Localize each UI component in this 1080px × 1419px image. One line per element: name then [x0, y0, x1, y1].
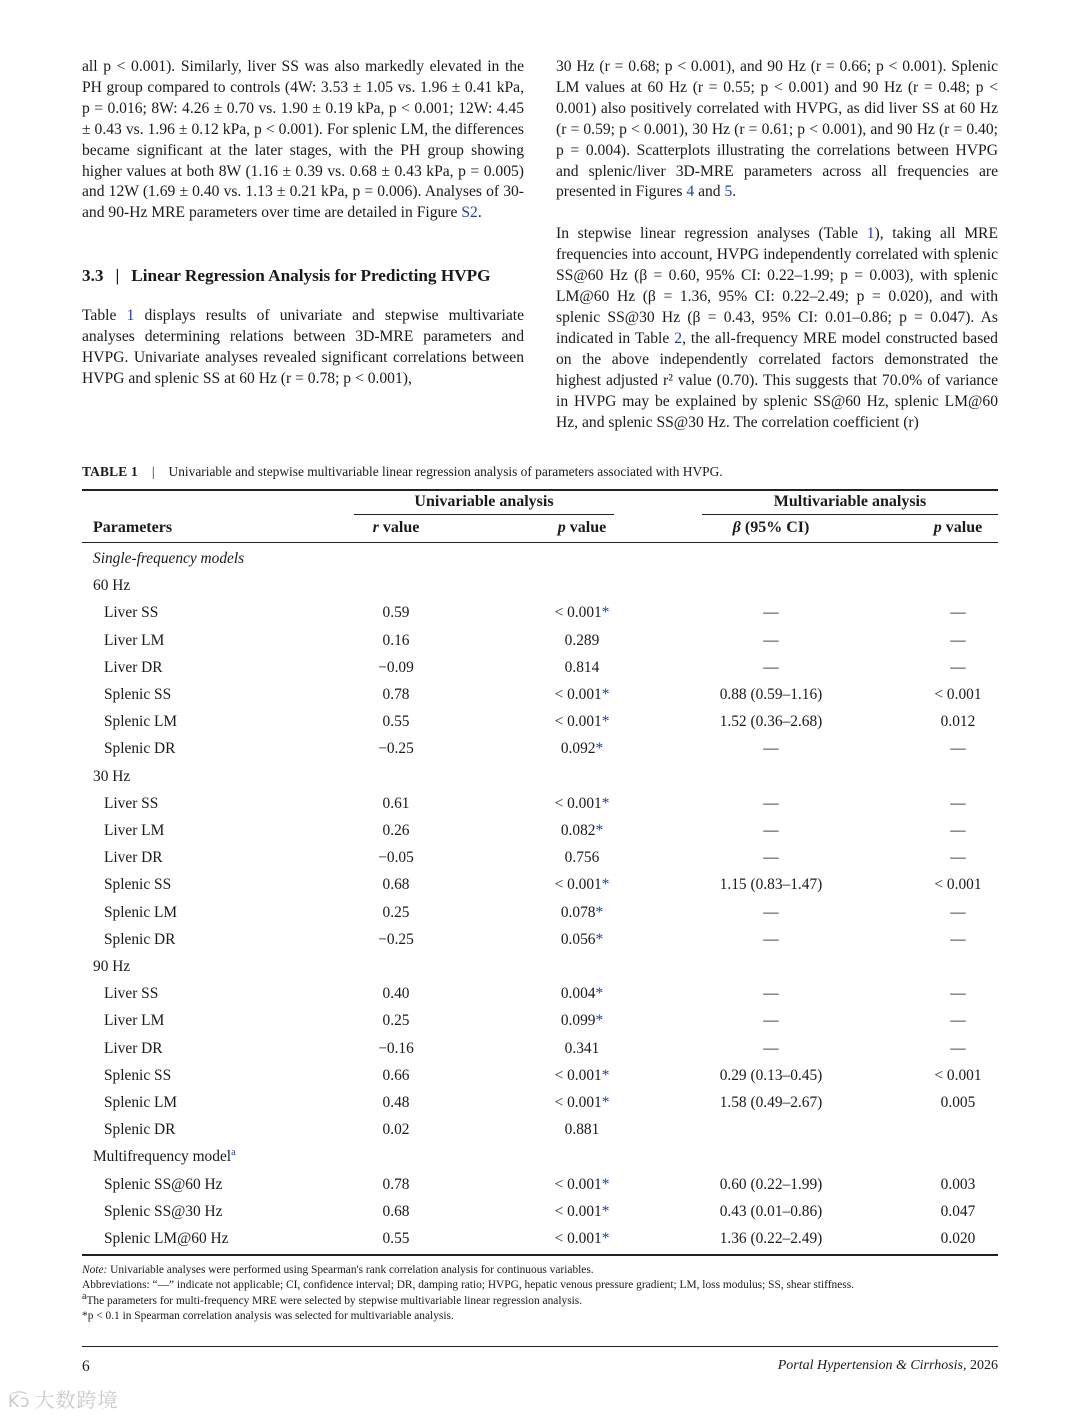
- table-row: [82, 1035, 998, 1062]
- table-row: [82, 844, 998, 871]
- univariable-header: Univariable analysis: [414, 493, 554, 510]
- significance-star[interactable]: *: [595, 930, 604, 948]
- table-row: [82, 980, 998, 1007]
- table-row: [82, 735, 998, 762]
- table-link[interactable]: 2: [674, 329, 683, 347]
- significance-star[interactable]: *: [601, 1202, 610, 1220]
- multivariable-header: Multivariable analysis: [773, 493, 927, 510]
- row-group-label: 60 Hz: [93, 577, 131, 595]
- cell-r-value: 0.02: [382, 1121, 410, 1139]
- cell-p-value: < 0.001*: [554, 1175, 610, 1193]
- row-parameter: Splenic DR: [104, 740, 176, 758]
- row-parameter: Splenic LM: [104, 1094, 178, 1111]
- cell-p-value: < 0.001*: [554, 604, 610, 622]
- row-parameter: Splenic SS: [104, 686, 172, 703]
- cell-p-value-multi: —: [950, 985, 966, 1003]
- table-row: [82, 654, 998, 681]
- cell-beta: —: [763, 1012, 779, 1030]
- table-row: [82, 681, 998, 708]
- cell-p-value: 0.092*: [560, 740, 604, 758]
- cell-p-value: 0.289: [564, 631, 600, 649]
- cell-beta: —: [763, 985, 779, 1003]
- cell-p-value: < 0.001*: [554, 713, 610, 731]
- cell-beta: —: [763, 658, 779, 676]
- abbreviations-line: Abbreviations: “—” indicate not applicable; CI, confidence interval; DR, damping ratio; HVPG, hepatic venous pressure gradient; LM, loss modulus; SS, shear stiffness.: [82, 1279, 854, 1292]
- cell-r-value: −0.25: [378, 740, 414, 758]
- cell-beta: 0.60 (0.22–1.99): [719, 1175, 823, 1193]
- row-parameter: Liver LM: [104, 1012, 165, 1030]
- cell-p-value-multi: < 0.001: [934, 686, 982, 703]
- cell-p-value: < 0.001*: [554, 1202, 610, 1220]
- row-parameter: Liver DR: [104, 658, 163, 676]
- cell-beta: 1.58 (0.49–2.67): [719, 1094, 823, 1111]
- cell-p-value-multi: —: [950, 604, 966, 622]
- paragraph: all p < 0.001). Similarly, liver SS was also markedly elevated in the PH group compared to controls (4W: 3.53 ± 1.05 vs. 1.96 ± 0.41 kPa, p = 0.016; 8W: 4.26 ± 0.70 vs. 1.90 ± 0.19 kPa, p < 0.001; 12W: 4.45 ± 0.43 vs. 1.96 ± 0.12 kPa, p < 0.001). For splenic LM, the differences became significant at the later stages, with the PH group showing higher values at both 8W (1.16 ± 0.39 vs. 0.68 ± 0.43 kPa, p = 0.005) and 12W (1.69 ± 0.40 vs. 1.13 ± 0.21 kPa, p = 0.006). Analyses of 30- and 90-Hz MRE parameters over time are detailed in Figure S2.: [82, 58, 524, 222]
- cell-r-value: 0.26: [382, 822, 410, 839]
- cell-p-value-multi: —: [950, 903, 966, 921]
- row-parameter: Liver LM: [104, 631, 165, 649]
- table-row: [82, 708, 998, 735]
- table-notes: [82, 1263, 1002, 1324]
- cell-p-value-multi: —: [950, 658, 966, 676]
- cell-p-value: 0.056*: [560, 930, 604, 948]
- table-row: [82, 572, 998, 599]
- note-line: Note: Univariable analyses were performed using Spearman's rank correlation analysis for continuous variables.: [82, 1264, 594, 1276]
- cell-beta: 1.52 (0.36–2.68): [719, 713, 823, 731]
- cell-p-value-multi: —: [950, 1039, 966, 1057]
- cell-p-value-multi: 0.047: [940, 1202, 976, 1220]
- table-row: [82, 1171, 998, 1198]
- row-parameter: Liver DR: [104, 849, 163, 867]
- section-separator: |: [115, 266, 120, 286]
- row-group-label: Single-frequency models: [93, 550, 245, 567]
- table-title: Univariable and stepwise multivariable linear regression analysis of parameters associated with HVPG.: [168, 464, 723, 479]
- cell-p-value-multi: —: [950, 631, 966, 649]
- cell-p-value: 0.881: [564, 1121, 600, 1139]
- cell-p-value-multi: 0.005: [940, 1094, 976, 1111]
- row-parameter: Splenic SS: [104, 1066, 172, 1084]
- cell-r-value: 0.40: [382, 985, 410, 1003]
- table-row: [82, 1143, 998, 1170]
- table-row: [82, 599, 998, 626]
- cell-r-value: 0.25: [382, 903, 410, 921]
- significance-star[interactable]: *: [595, 985, 604, 1003]
- table-caption: TABLE 1 | Univariable and stepwise multivariable linear regression analysis of parameters associated with HVPG.: [82, 464, 723, 479]
- cell-r-value: 0.25: [382, 1012, 410, 1030]
- row-parameter: Splenic DR: [104, 930, 176, 948]
- row-parameter: Liver LM: [104, 822, 165, 839]
- row-parameter: Liver SS: [104, 985, 159, 1003]
- cell-beta: —: [763, 822, 779, 839]
- table-link[interactable]: 1: [126, 307, 135, 325]
- results-table: [82, 489, 998, 1257]
- table-row: [82, 1225, 998, 1252]
- significance-star[interactable]: *: [595, 903, 604, 921]
- col-parameters: Parameters: [93, 519, 173, 536]
- cell-beta: —: [763, 794, 779, 812]
- table-row: [82, 763, 998, 790]
- col-beta: β (95% CI): [732, 519, 810, 536]
- significance-star[interactable]: *: [601, 876, 610, 894]
- cell-p-value-multi: 0.012: [940, 713, 976, 731]
- row-parameter: Splenic SS: [104, 876, 172, 894]
- significance-star[interactable]: *: [601, 1175, 610, 1193]
- significance-star[interactable]: *: [601, 713, 610, 731]
- significance-star[interactable]: *: [601, 1230, 610, 1247]
- row-parameter: Splenic LM: [104, 903, 178, 921]
- cell-p-value: < 0.001*: [554, 1066, 610, 1084]
- cell-p-value-multi: < 0.001: [934, 1066, 982, 1084]
- cell-r-value: −0.05: [378, 849, 414, 867]
- cell-r-value: 0.48: [382, 1094, 410, 1111]
- left-column: [82, 57, 524, 390]
- cell-r-value: 0.61: [382, 794, 410, 812]
- significance-star[interactable]: *: [595, 1012, 604, 1030]
- footer-rule: [82, 1346, 998, 1347]
- table-bottom-rule: [82, 1254, 998, 1256]
- footnote-marker[interactable]: a: [231, 1147, 236, 1159]
- table-row: [82, 627, 998, 654]
- right-column: [556, 57, 998, 433]
- cell-r-value: 0.55: [382, 1230, 410, 1247]
- cell-p-value-multi: —: [950, 930, 966, 948]
- table-row: [82, 545, 998, 572]
- table-row: [82, 926, 998, 953]
- cell-p-value: < 0.001*: [554, 794, 610, 812]
- significance-star[interactable]: *: [601, 1066, 610, 1084]
- cell-r-value: 0.68: [382, 876, 410, 894]
- cell-p-value: 0.082*: [560, 822, 604, 839]
- cell-p-value: 0.078*: [560, 903, 604, 921]
- section-number: 3.3: [82, 266, 104, 286]
- significance-star[interactable]: *: [601, 1094, 610, 1111]
- significance-star[interactable]: *: [601, 604, 610, 622]
- cell-p-value-multi: 0.003: [940, 1175, 976, 1193]
- table-header-rule: [82, 542, 998, 543]
- cell-r-value: 0.16: [382, 631, 410, 649]
- cell-beta: —: [763, 740, 779, 758]
- univariable-underline: [354, 514, 614, 515]
- col-p-value: p value: [557, 519, 607, 536]
- row-parameter: Liver DR: [104, 1039, 163, 1057]
- table-row: [82, 1007, 998, 1034]
- table-row: [82, 1116, 998, 1143]
- watermark-logo-icon: K͡ɔ: [8, 1392, 31, 1412]
- multivariable-underline: [702, 514, 998, 515]
- cell-beta: 1.36 (0.22–2.49): [719, 1230, 823, 1247]
- row-group-label: Multifrequency model$^a$: [93, 1147, 236, 1166]
- cell-p-value: 0.814: [564, 658, 600, 676]
- table-link[interactable]: 1: [866, 225, 875, 243]
- table-row: [82, 1062, 998, 1089]
- row-parameter: Splenic SS@30 Hz: [104, 1202, 223, 1220]
- table-row: [82, 899, 998, 926]
- table-row: [82, 1198, 998, 1225]
- row-parameter: Splenic LM: [104, 713, 178, 731]
- table-row: [82, 953, 998, 980]
- row-group-label: 30 Hz: [93, 767, 131, 785]
- cell-p-value-multi: < 0.001: [934, 876, 982, 894]
- watermark: K͡ɔ 大数跨境: [8, 1388, 119, 1412]
- figure-link[interactable]: 4: [686, 183, 695, 201]
- section-title: Linear Regression Analysis for Predicting HVPG: [131, 266, 491, 286]
- cell-p-value: 0.004*: [560, 985, 604, 1003]
- table-label: TABLE 1: [82, 464, 138, 479]
- table-row: [82, 817, 998, 844]
- table-row: [82, 1089, 998, 1116]
- col-r-value: r value: [372, 519, 420, 536]
- paragraph: 30 Hz (r = 0.68; p < 0.001), and 90 Hz (r = 0.66; p < 0.001). Splenic LM values at 60 Hz (r = 0.55; p < 0.001) and 90 Hz (r = 0.48; p < 0.001) also positively correlated with HVPG, as did liver SS at 60 Hz (r = 0.59; p < 0.001), 30 Hz (r = 0.61; p < 0.001), and 90 Hz (r = 0.40; p = 0.004). Scatterplots illustrating the correlations between HVPG and splenic/liver 3D-MRE parameters across all frequencies are presented in Figures 4 and 5.: [556, 58, 998, 201]
- row-parameter: Liver SS: [104, 794, 159, 812]
- significance-star[interactable]: *: [595, 822, 604, 839]
- cell-p-value: 0.756: [564, 849, 600, 867]
- cell-beta: —: [763, 903, 779, 921]
- cell-r-value: 0.55: [382, 713, 410, 731]
- cell-beta: —: [763, 849, 779, 867]
- cell-beta: 1.15 (0.83–1.47): [719, 876, 823, 894]
- cell-beta: 0.29 (0.13–0.45): [719, 1066, 823, 1084]
- cell-beta: 0.88 (0.59–1.16): [719, 686, 823, 703]
- cell-beta: —: [763, 930, 779, 948]
- cell-p-value: 0.341: [564, 1039, 600, 1057]
- table-row: [82, 871, 998, 898]
- cell-p-value-multi: 0.020: [940, 1230, 976, 1247]
- cell-beta: 0.43 (0.01–0.86): [719, 1202, 823, 1220]
- row-parameter: Splenic LM@60 Hz: [104, 1230, 229, 1247]
- cell-beta: —: [763, 631, 779, 649]
- significance-star[interactable]: *: [601, 686, 610, 703]
- col-p-value-multi: p value: [933, 519, 983, 536]
- figure-link[interactable]: S2: [461, 204, 478, 222]
- cell-p-value: < 0.001*: [554, 876, 610, 894]
- cell-r-value: −0.16: [378, 1039, 414, 1057]
- cell-r-value: 0.59: [382, 604, 410, 622]
- figure-link[interactable]: 5: [724, 183, 733, 201]
- cell-p-value: 0.099*: [560, 1012, 604, 1030]
- footnote-star: *p < 0.1 in Spearman correlation analysis was selected for multivariable analysis.: [82, 1309, 454, 1322]
- section-heading: [82, 265, 524, 286]
- cell-beta: —: [763, 604, 779, 622]
- row-group-label: 90 Hz: [93, 958, 131, 975]
- cell-p-value-multi: —: [950, 849, 966, 867]
- cell-p-value: < 0.001*: [554, 1230, 610, 1247]
- cell-p-value: < 0.001*: [554, 1094, 610, 1111]
- footnote-a: $^a$The parameters for multi-frequency MRE were selected by stepwise multivariable linear regression analysis.: [82, 1290, 583, 1307]
- cell-r-value: −0.25: [378, 930, 414, 948]
- paragraph: In stepwise linear regression analyses (Table 1), taking all MRE frequencies into account, HVPG independently correlated with splenic SS@60 Hz (β = 0.60, 95% CI: 0.22–1.99; p = 0.003), with splenic LM@60 Hz (β = 1.36, 95% CI: 0.22–2.49; p = 0.020), and with splenic SS@30 Hz (β = 0.43, 95% CI: 0.01–0.86; p = 0.047). As indicated in Table 2, the all-frequency MRE model constructed based on the above independently correlated factors demonstrated the highest adjusted r² value (0.70). This suggests that 70.0% of variance in HVPG may be explained by splenic SS@60 Hz, splenic LM@60 Hz, and splenic SS@30 Hz. The correlation coefficient (r): [556, 225, 998, 431]
- row-parameter: Splenic DR: [104, 1121, 176, 1139]
- cell-r-value: 0.66: [382, 1066, 410, 1084]
- cell-r-value: 0.78: [382, 686, 410, 703]
- cell-p-value-multi: —: [950, 794, 966, 812]
- journal-name: Portal Hypertension & Cirrhosis, 2026: [777, 1358, 998, 1373]
- page-number: 6: [82, 1358, 90, 1375]
- cell-r-value: 0.78: [382, 1175, 410, 1193]
- table-top-rule: [82, 489, 998, 491]
- table-row: [82, 790, 998, 817]
- cell-beta: —: [763, 1039, 779, 1057]
- cell-p-value-multi: —: [950, 740, 966, 758]
- paragraph: Table 1 displays results of univariate and stepwise multivariate analyses determining relations between 3D-MRE parameters and HVPG. Univariate analyses revealed significant correlations between HVPG and splenic SS at 60 Hz (r = 0.78; p < 0.001),: [82, 307, 524, 387]
- significance-star[interactable]: *: [601, 794, 610, 812]
- cell-p-value-multi: —: [950, 1012, 966, 1030]
- cell-p-value: < 0.001*: [554, 686, 610, 703]
- significance-star[interactable]: *: [595, 740, 604, 758]
- cell-r-value: −0.09: [378, 658, 414, 676]
- row-parameter: Liver SS: [104, 604, 159, 622]
- cell-p-value-multi: —: [950, 822, 966, 839]
- row-parameter: Splenic SS@60 Hz: [104, 1175, 223, 1193]
- cell-r-value: 0.68: [382, 1202, 410, 1220]
